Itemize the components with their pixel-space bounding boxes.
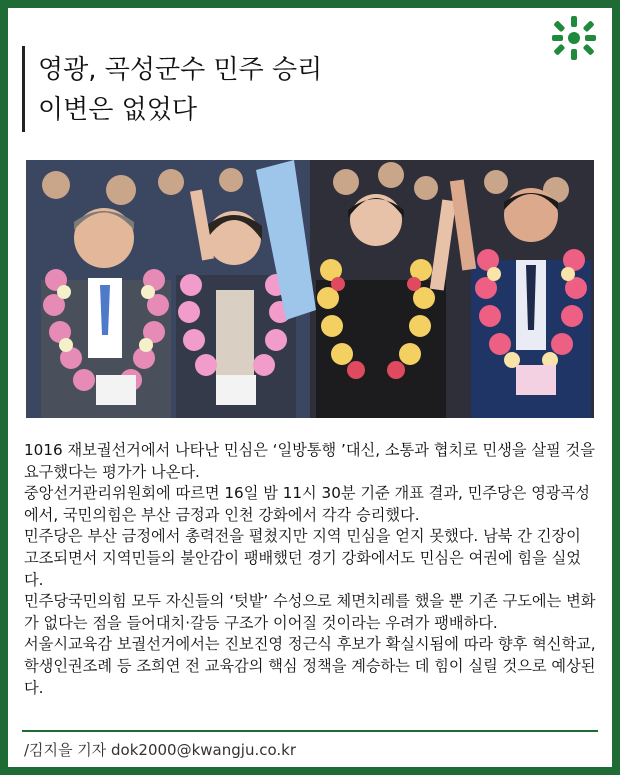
- paragraph-3: 민주당은 부산 금정에서 총력전을 펼쳤지만 지역 민심을 얻지 못했다. 남북 간 긴장이 고조되면서 지역민들의 불안감이 팽배했던 경기 강화에서도 민심은 여권에 힘을 실었다.: [24, 527, 581, 589]
- newspaper-logo-icon: [550, 14, 598, 62]
- headline: [38, 50, 322, 130]
- paragraph-4: 민주당국민의힘 모두 자신들의 ‘텃밭’ 수성으로 체면치레를 했을 뿐 기존 구도에는 변화가 없다는 점을 들어대치·갈등 구조가 이어질 것이라는 우려가 팽배하다.: [24, 592, 596, 632]
- title-accent-bar: [22, 46, 25, 132]
- reporter-byline: /김지을 기자 dok2000@kwangju.co.kr: [24, 741, 296, 759]
- news-card: [8, 8, 612, 767]
- paragraph-1: 1016 재보궐선거에서 나타난 민심은 ‘일방통행 ’대신, 소통과 협치로 민생을 살필 것을 요구했다는 평가가 나온다.: [24, 441, 595, 481]
- paragraph-5: 서울시교육감 보궐선거에서는 진보진영 정근식 후보가 확실시됨에 따라 향후 혁신학교, 학생인권조례 등 조희연 전 교육감의 핵심 정책을 계승하는 데 힘이 실릴 것으로 예상된다.: [24, 635, 596, 697]
- headline-line-1: 영광, 곡성군수 민주 승리: [38, 55, 323, 85]
- headline-line-2: 이변은 없었다: [38, 95, 197, 125]
- paragraph-2: 중앙선거관리위원회에 따르면 16일 밤 11시 30분 기준 개표 결과, 민주당은 영광곡성에서, 국민의힘은 부산 금정과 인천 강화에서 각각 승리했다.: [24, 484, 590, 524]
- article-body: [24, 440, 600, 699]
- election-winners-photo: [26, 160, 594, 418]
- footer-divider: [22, 730, 598, 732]
